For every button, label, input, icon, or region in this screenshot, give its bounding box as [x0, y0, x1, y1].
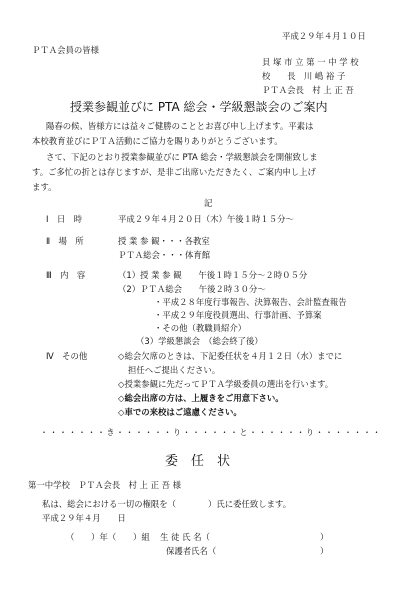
item-iii-line-2: （2）ＰＴＡ総会 午後２時３０分～	[118, 284, 266, 294]
item-iv-label: Ⅳ その他	[46, 351, 88, 361]
body-line-2: 本校教育並びにＰＴＡ活動にご協力を賜りありがとうございます。	[32, 136, 283, 146]
item-ii-line-2: ＰＴＡ総会・・・体育館	[118, 250, 211, 260]
form-student-name-label: 生 徒 氏 名（	[160, 532, 210, 542]
item-iii-line-1: （1）授 業 参 観 午後１時１５分～２時０５分	[118, 270, 308, 280]
form-statement-start: 私は、総会における一切の権限を（	[42, 499, 176, 509]
item-iii-line-6: （3）学級懇談会 （総会終了後）	[136, 336, 263, 346]
form-title: 委 任 状	[165, 454, 231, 469]
item-iv-line-2: 担任へご提出ください。	[128, 365, 221, 375]
form-guardian-name-label: 保護者氏名（	[166, 546, 217, 556]
form-class-field: （ ）年（ ）組	[66, 532, 150, 542]
item-i-value: 平成２９年４月２０日（木）午後１時１５分～	[118, 214, 294, 224]
item-iii-label: Ⅲ 内 容	[46, 270, 86, 280]
form-statement-end: ）氏に委任致します。	[208, 499, 292, 509]
body-line-1: 陽春の候、皆様方には益々ご健勝のこととお喜び申し上げます。平素は	[46, 121, 314, 131]
sender-school: 貝 塚 市 立 第 一 中 学 校	[262, 57, 359, 67]
item-iii-line-4: ・平成２９年度役員選出、行事計画、予算案	[154, 310, 322, 320]
notice-title: 授業参観並びに PTA 総会・学級懇談会のご案内	[70, 100, 328, 114]
sender-pta-president: ＰＴＡ会長 村 上 正 吾	[262, 85, 354, 95]
item-iii-line-3: ・平成２８年度行事報告、決算報告、会計監査報告	[154, 297, 347, 307]
body-line-3: さて、下記のとおり授業参観並びに PTA 総会・学級懇談会を開催致しま	[46, 152, 318, 162]
item-ii-label: Ⅱ 場 所	[46, 236, 84, 246]
form-addressee: 第一中学校 ＰＴＡ会長 村 上 正 吾 様	[28, 480, 182, 490]
item-iv-line-1: ◇総会欠席のときは、下記委任状を４月１２日（水）までに	[118, 351, 343, 361]
notice-date: 平成２９年４月１０日	[282, 31, 366, 41]
item-ii-line-1: 授 業 参 観・・・各教室	[118, 236, 210, 246]
item-iv-line-5: ◇車での来校はご遠慮ください。	[118, 407, 242, 417]
body-line-4: す。ご多忙の折とは存じますが、是非ご出席いただきたく、ご案内申し上げ	[32, 167, 316, 177]
item-iv-line-4: ◇総会出席の方は、上履きをご用意下さい。	[118, 393, 284, 403]
form-date: 平成２９年４月 日	[42, 513, 126, 523]
item-iv-line-3: ◇授業参観に先だってＰＴＡ学級委員の選出を行います。	[118, 379, 334, 389]
ki-marker: 記	[204, 198, 213, 208]
form-guardian-name-close: ）	[320, 546, 329, 556]
item-iii-line-5: ・その他（教職員紹介）	[154, 323, 247, 333]
addressee: ＰＴＡ会員の皆様	[32, 45, 99, 55]
item-i-label: Ⅰ 日 時	[46, 214, 82, 224]
form-student-name-close: ）	[320, 532, 329, 542]
cut-line: ・・・・・・・き・・・・・・り・・・・・・と・・・・・・り・・・・・・・	[40, 428, 382, 437]
sender-principal: 校 長 川 嶋 裕 子	[262, 71, 346, 81]
body-line-5: ます。	[32, 182, 57, 192]
